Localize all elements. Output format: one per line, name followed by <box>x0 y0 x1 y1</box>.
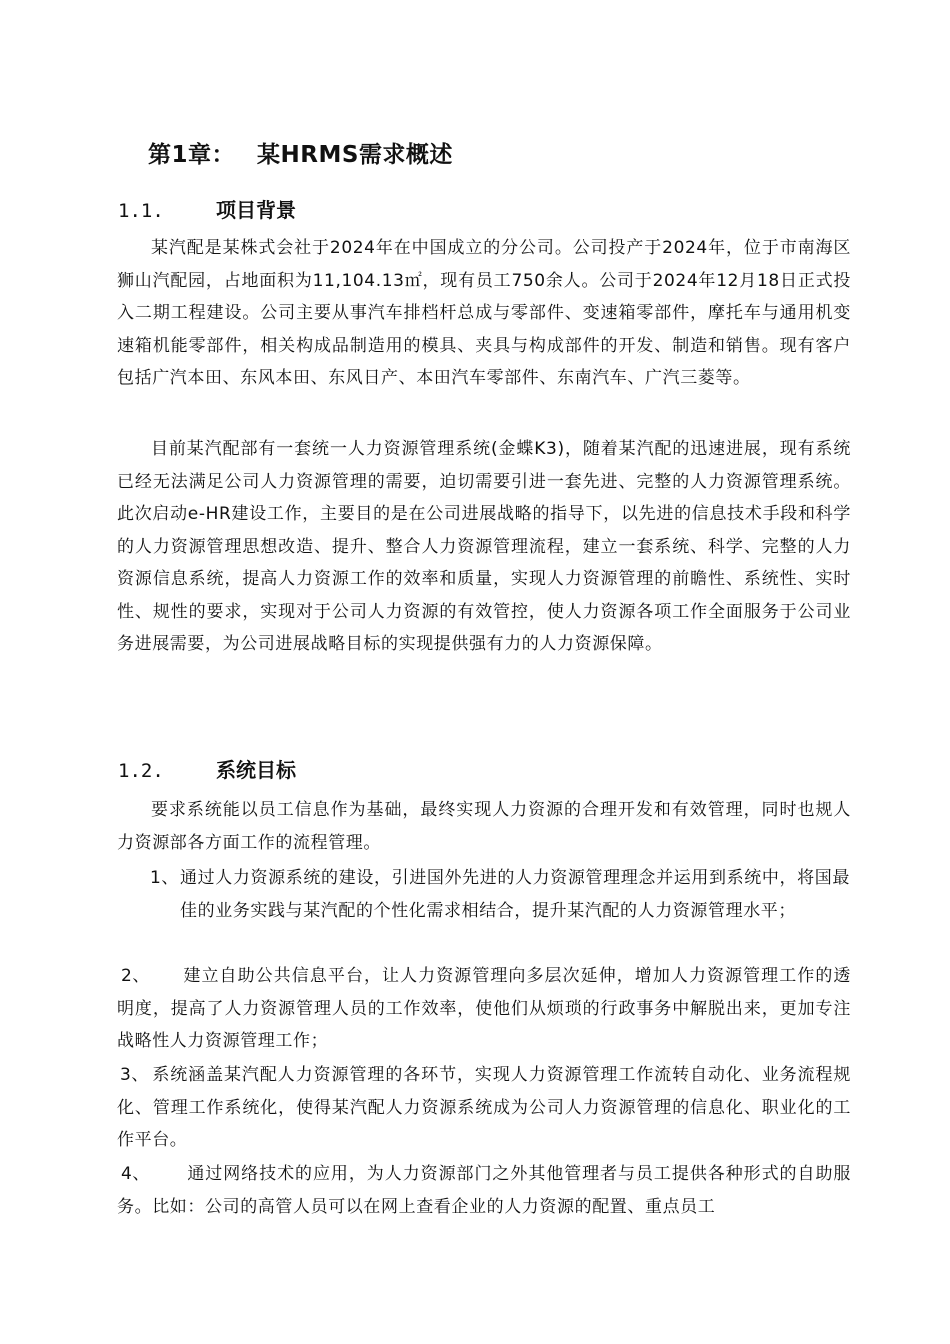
list-item <box>117 1059 851 1157</box>
chapter-title <box>148 136 453 169</box>
section-title: 项目背景 <box>216 198 296 222</box>
section-heading-1-1 <box>118 194 296 223</box>
list-item-text: 建立自助公共信息平台，让人力资源管理向多层次延伸，增加人力资源管理工作的透明度，提高了人力资源管理人员的工作效率，使他们从烦琐的行政事务中解脱出来，更加专注战略性人力资源管理工作； <box>117 966 851 1051</box>
list-marker: 3、 <box>120 1065 150 1085</box>
section-heading-1-2 <box>118 754 296 783</box>
chapter-title-text: 某HRMS需求概述 <box>257 142 453 168</box>
chapter-number: 第1章： <box>148 142 236 168</box>
list-item-text: 通过人力资源系统的建设，引进国外先进的人力资源管理理念并运用到系统中，将国最佳的业务实践与某汽配的个性化需求相结合，提升某汽配的人力资源管理水平； <box>180 868 850 921</box>
list-marker: 4、 <box>121 1164 151 1184</box>
section-title: 系统目标 <box>216 758 296 782</box>
list-item <box>150 862 850 927</box>
list-item <box>117 960 851 1058</box>
section-number: 1.1. <box>118 200 164 222</box>
list-marker: 1、 <box>150 868 180 888</box>
paragraph-background-2: 目前某汽配部有一套统一人力资源管理系统(金蝶K3)，随着某汽配的迅速进展，现有系统已经无法满足公司人力资源管理的需要，迫切需要引进一套先进、完整的人力资源管理系统。此次启动e-HR建设工作，主要目的是在公司进展战略的指导下，以先进的信息技术手段和科学的人力资源管理思想改造、提升、整合人力资源管理流程，建立一套系统、科学、完整的人力资源信息系统，提高人力资源工作的效率和质量，实现人力资源管理的前瞻性、系统性、实时性、规性的要求，实现对于公司人力资源的有效管控，使人力资源各项工作全面服务于公司业务进展需要，为公司进展战略目标的实现提供强有力的人力资源保障。 <box>117 439 851 654</box>
paragraph-background-1: 某汽配是某株式会社于2024年在中国成立的分公司。公司投产于2024年，位于市南海区狮山汽配园，占地面积为11,104.13㎡，现有员工750余人。公司于2024年12月18日正式投入二期工程建设。公司主要从事汽车排档杆总成与零部件、变速箱零部件，摩托车与通用机变速箱机能零部件，相关构成品制造用的模具、夹具与构成部件的开发、制造和销售。现有客户包括广汽本田、东风本田、东风日产、本田汽车零部件、东南汽车、广汽三菱等。 <box>117 238 851 388</box>
list-item-text: 通过网络技术的应用，为人力资源部门之外其他管理者与员工提供各种形式的自助服务。比如：公司的高管人员可以在网上查看企业的人力资源的配置、重点员工 <box>117 1164 851 1217</box>
paragraph-goals-intro: 要求系统能以员工信息作为基础，最终实现人力资源的合理开发和有效管理，同时也规人力资源部各方面工作的流程管理。 <box>117 800 851 853</box>
list-item <box>117 1158 851 1223</box>
list-marker: 2、 <box>121 966 151 986</box>
section-number: 1.2. <box>118 760 164 782</box>
list-item-text: 系统涵盖某汽配人力资源管理的各环节，实现人力资源管理工作流转自动化、业务流程规化、管理工作系统化，使得某汽配人力资源系统成为公司人力资源管理的信息化、职业化的工作平台。 <box>117 1065 851 1150</box>
